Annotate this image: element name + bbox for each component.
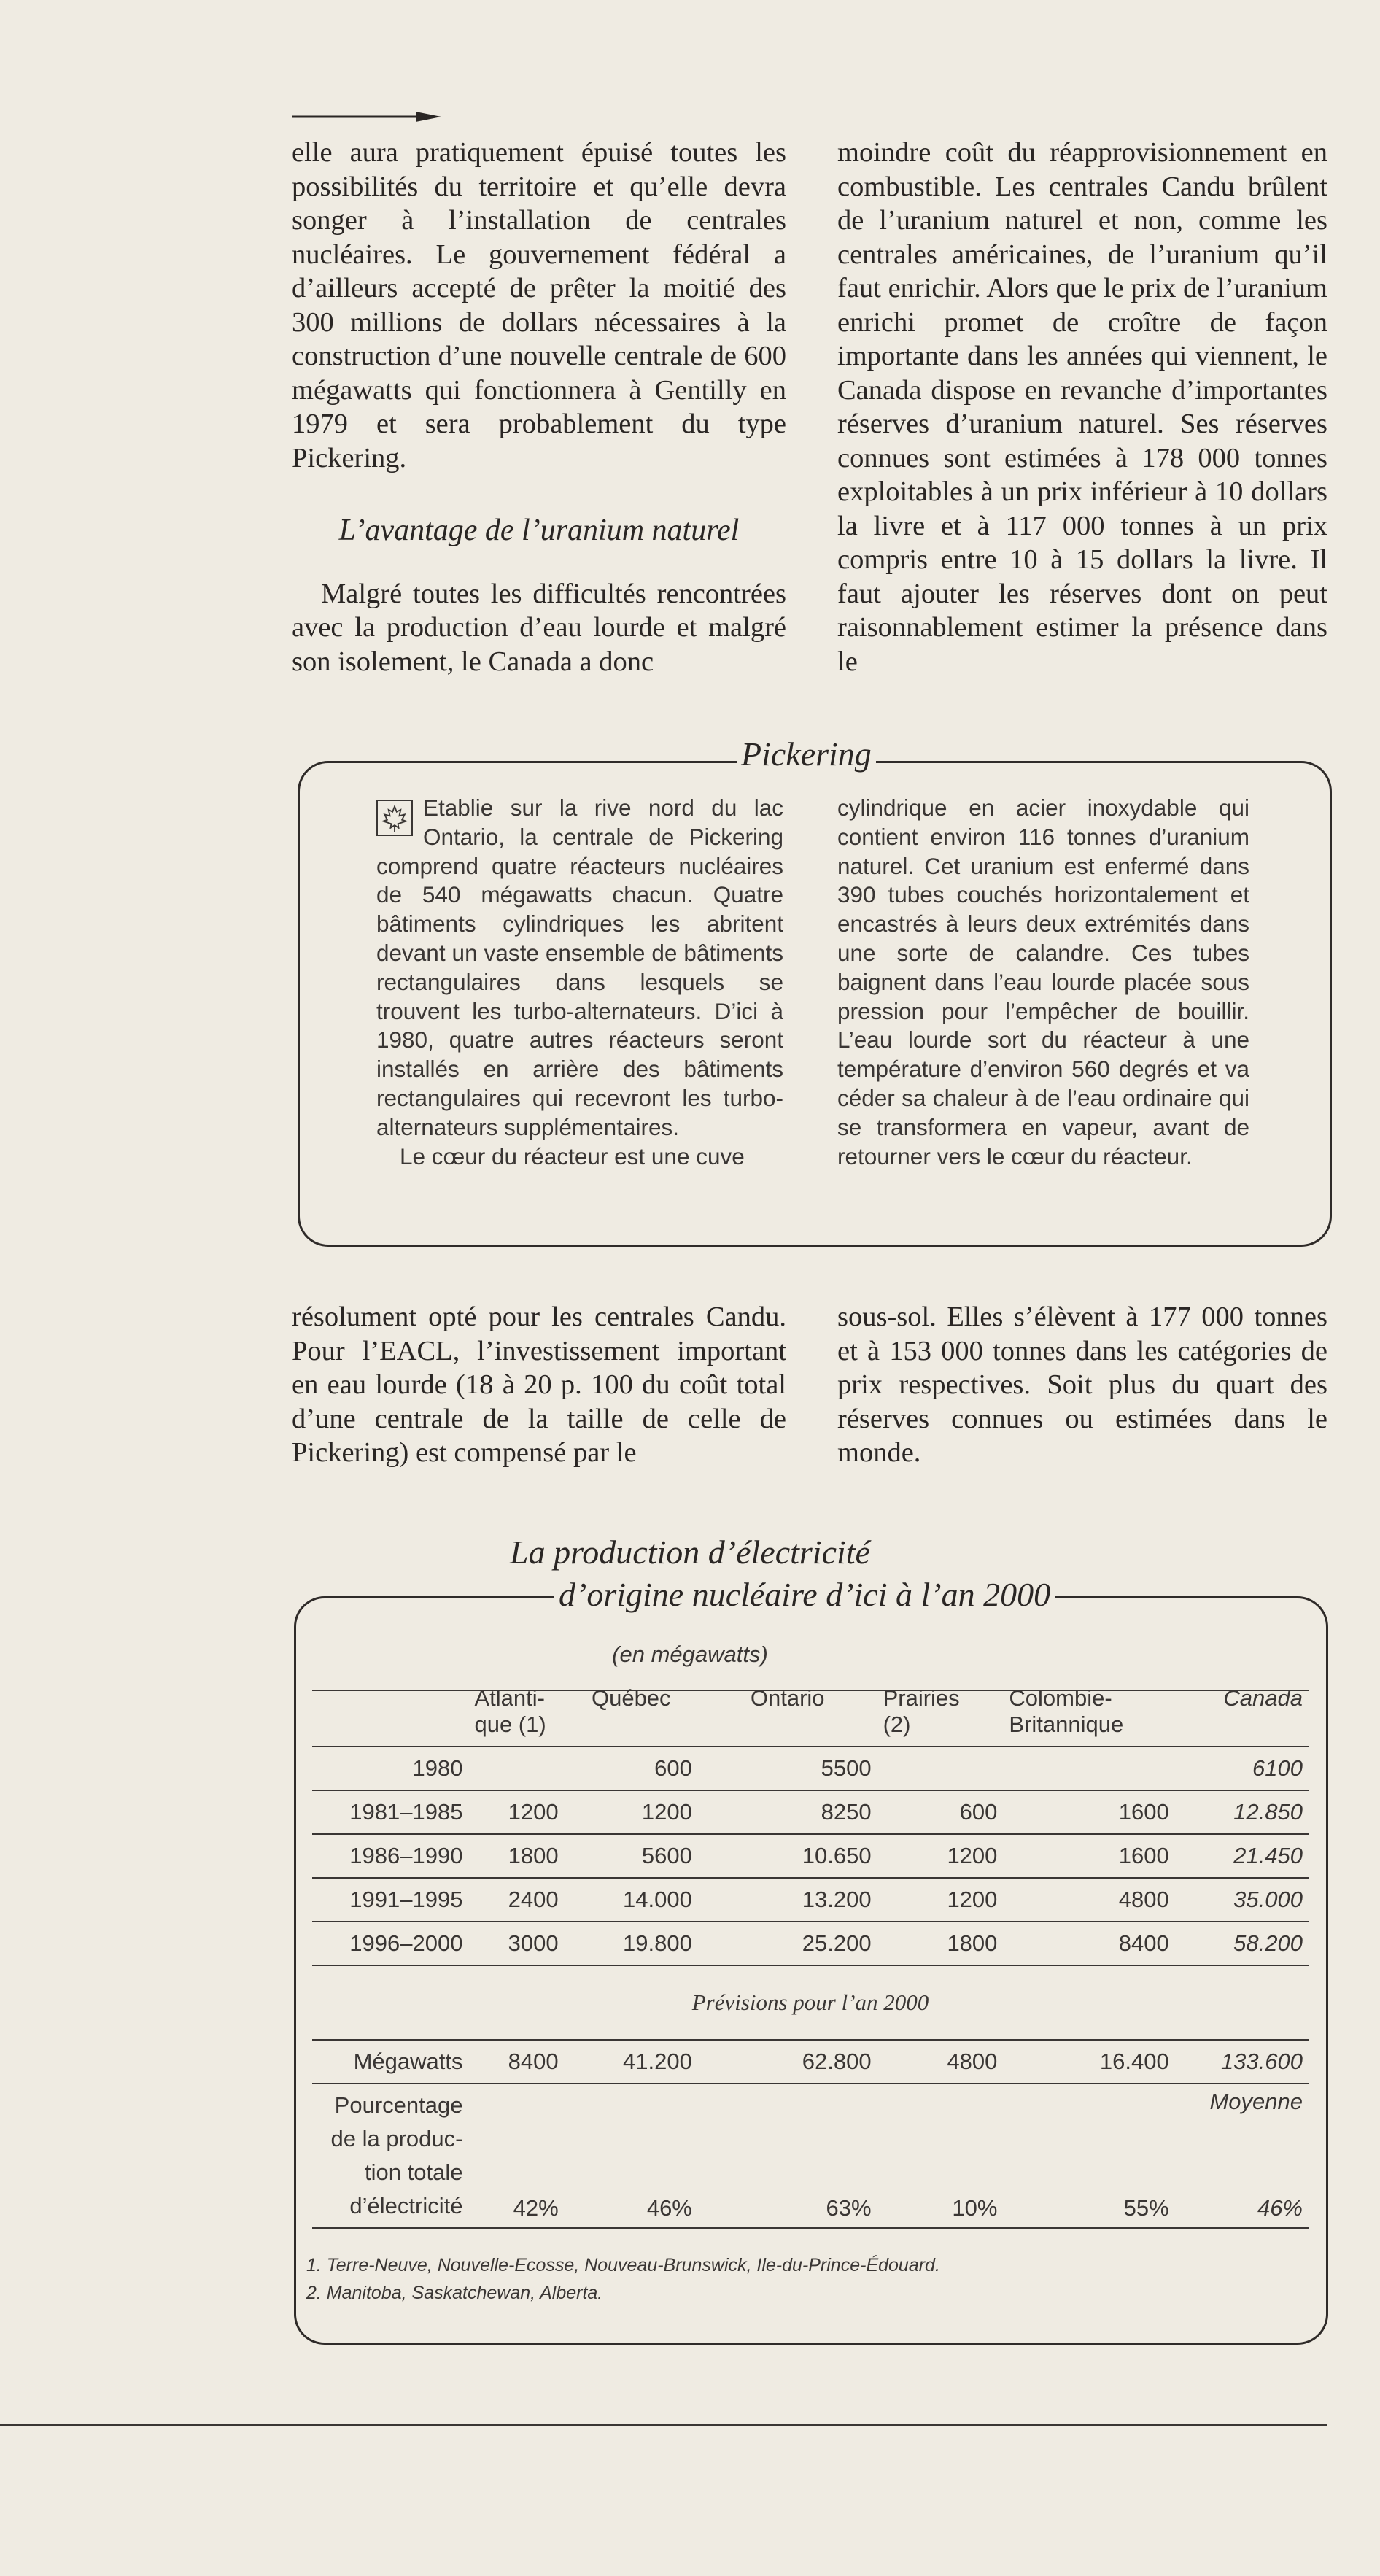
- footnote-2: 2. Manitoba, Saskatchewan, Alberta.: [306, 2283, 603, 2303]
- row-label: 1991–1995: [349, 1887, 463, 1912]
- table-cell: 10%: [952, 2195, 998, 2221]
- table-cell: [877, 1747, 1004, 1790]
- table-cell: 1600: [1118, 1843, 1169, 1868]
- table-cell: 5600: [641, 1843, 692, 1868]
- pickering-paragraph-2: Le cœur du réacteur est une cuve: [400, 1142, 745, 1169]
- table-cell: 5500: [821, 1755, 872, 1781]
- column-header: Colombie- Britannique: [1009, 1685, 1124, 1737]
- production-table: [312, 1679, 1309, 2229]
- row-label: 1996–2000: [349, 1930, 463, 1956]
- table-header-row: [312, 1679, 1309, 1747]
- section-heading: L’avantage de l’uranium naturel: [338, 514, 740, 547]
- table-cell: 10.650: [802, 1843, 872, 1868]
- row-label: 1981–1985: [349, 1799, 463, 1825]
- table-cell: 55%: [1123, 2195, 1169, 2221]
- intro-paragraph: elle aura pratiquement épuisé toutes les possibilités du territoire et qu’elle devra songer à l’installation de centrales nucléaires. Le gouvernement fédéral a d’ailleurs accepté de prêter la moitié des 300 millions de dollars nécessaires à la construction d’une nouvelle centrale de 600 mégawatts qui fonctionnera à Gentilly en 1979 et sera probablement du type Pickering.: [292, 137, 786, 473]
- table-cell: 14.000: [623, 1887, 692, 1912]
- continuation-left-paragraph: résolument opté pour les centrales Candu. Pour l’EACL, l’investissement important en eau lourde (18 à 20 p. 100 du coût total d’une centrale de la taille de celle de Pickering) est compensé par le: [292, 1301, 786, 1468]
- table-cell: [1003, 1747, 1174, 1790]
- production-title-line2: d’origine nucléaire d’ici à l’an 2000: [554, 1576, 1055, 1614]
- table-cell: 600: [654, 1755, 692, 1781]
- row-label: Mégawatts: [353, 2049, 463, 2074]
- table-cell: 41.200: [623, 2049, 692, 2074]
- table-cell: 1200: [947, 1843, 998, 1868]
- table-cell: [468, 1747, 564, 1790]
- unit-label: (en mégawatts): [612, 1641, 768, 1667]
- column-header: Canada: [1223, 1685, 1303, 1711]
- table-cell: 8400: [508, 2049, 559, 2074]
- continuation-right-column: [837, 1300, 1327, 1470]
- pickering-right-paragraph: cylindrique en acier inoxydable qui contient environ 116 tonnes d’uranium naturel. Cet uranium est enfermé dans 390 tubes couchés horizontalement et encastrés à leurs deux extrémités dans une sorte de calandre. Ces tubes baignent dans l’eau lourde placée sous pression pour l’empêcher de bouillir. L’eau lourde sort du réacteur à une température d’environ 560 degrés et va céder sa chaleur à de l’eau ordinaire qui se transformera en vapeur, avant de retourner vers le cœur du réacteur.: [837, 794, 1249, 1169]
- average-label: Moyenne: [1209, 2089, 1303, 2114]
- intro-right-column: [837, 136, 1327, 678]
- forecast-row: [312, 1965, 1309, 2040]
- table-cell: 25.200: [802, 1930, 872, 1956]
- table-cell: 62.800: [802, 2049, 872, 2074]
- intro-paragraph-2: Malgré toutes les difficultés rencontrées avec la production d’eau lourde et malgré son isolement, le Canada a donc: [292, 578, 786, 677]
- arrow-icon: [292, 108, 441, 125]
- table-cell: 1200: [508, 1799, 559, 1825]
- table-cell: 35.000: [1233, 1887, 1303, 1912]
- megawatts-row: [312, 2040, 1309, 2084]
- continuation-right-paragraph: sous-sol. Elles s’élèvent à 177 000 tonnes et à 153 000 tonnes dans les catégories de prix respectives. Soit plus du quart des réserves connues ou estimées dans le monde.: [837, 1301, 1327, 1468]
- table-cell: 46%: [646, 2195, 692, 2221]
- intro-right-paragraph: moindre coût du réapprovisionnement en combustible. Les centrales Candu brûlent de l’uranium naturel et non, comme les centrales américaines, de l’uranium qu’il faut enrichir. Alors que le prix de l’uranium enrichi promet de croître de façon importante dans les années qui viennent, le Canada dispose en revanche d’importantes réserves d’uranium naturel. Ses réserves connues sont estimées à 178 000 tonnes exploitables à un prix inférieur à 10 dollars la livre et à 117 000 tonnes à un prix compris entre 10 à 15 dollars la livre. Il faut ajouter les réserves dont on peut raisonnablement estimer la présence dans le: [837, 137, 1327, 677]
- footnote-1: 1. Terre-Neuve, Nouvelle-Ecosse, Nouveau-Brunswick, Ile-du-Prince-Édouard.: [306, 2255, 940, 2275]
- table-cell: 19.800: [623, 1930, 692, 1956]
- row-label: 1986–1990: [349, 1843, 463, 1868]
- row-label: Pourcentage de la produc- tion totale d’électricité: [330, 2092, 463, 2219]
- intro-left-column: [292, 136, 786, 678]
- table-cell: 6100: [1252, 1755, 1303, 1781]
- table-cell: 63%: [826, 2195, 872, 2221]
- continuation-left-column: [292, 1300, 786, 1470]
- table-row: [312, 1834, 1309, 1878]
- column-header: Prairies (2): [883, 1685, 960, 1737]
- production-title-line1: La production d’électricité: [510, 1533, 870, 1571]
- table-row: [312, 1878, 1309, 1922]
- table-cell: 42%: [513, 2195, 559, 2221]
- page-bottom-rule: [0, 2424, 1327, 2426]
- table-cell: 1200: [947, 1887, 998, 1912]
- table-cell: 1800: [508, 1843, 559, 1868]
- forecast-label: Prévisions pour l’an 2000: [691, 1989, 929, 2015]
- table-cell: 1600: [1118, 1799, 1169, 1825]
- column-header: Québec: [591, 1685, 671, 1711]
- table-cell: 46% Moyenne: [1209, 2089, 1303, 2221]
- column-header: [312, 1679, 468, 1747]
- table-cell: 13.200: [802, 1887, 872, 1912]
- column-header: Atlanti- que (1): [474, 1685, 546, 1737]
- table-cell: 58.200: [1233, 1930, 1303, 1956]
- maple-leaf-icon: [376, 800, 413, 836]
- pickering-paragraph: Etablie sur la rive nord du lac Ontario, la centrale de Pickering comprend quatre réacteurs nucléaires de 540 mégawatts chacun. Quatre bâtiments cylindriques les abritent devant un vaste ensemble de bâtiments rectangulaires dans lesquels se trouvent les turbo-alternateurs. D’ici à 1980, quatre autres réacteurs seront installés en arrière des bâtiments rectangulaires qui recevront les turbo-alternateurs supplémentaires.: [376, 794, 783, 1140]
- percentage-row: [312, 2084, 1309, 2228]
- table-cell: 16.400: [1099, 2049, 1169, 2074]
- pickering-left-column: [376, 794, 783, 1171]
- table-cell: 1800: [947, 1930, 998, 1956]
- table-cell: 8400: [1118, 1930, 1169, 1956]
- table-cell: 3000: [508, 1930, 559, 1956]
- table-cell: 600: [959, 1799, 998, 1825]
- row-label: 1980: [412, 1755, 463, 1781]
- table-cell: 21.450: [1233, 1843, 1303, 1868]
- table-cell: 8250: [821, 1799, 872, 1825]
- table-row: [312, 1790, 1309, 1834]
- table-cell: 12.850: [1233, 1799, 1303, 1825]
- table-cell: 2400: [508, 1887, 559, 1912]
- column-header: Ontario: [750, 1685, 825, 1711]
- table-row: [312, 1922, 1309, 1965]
- table-row: [312, 1747, 1309, 1790]
- footnotes: [306, 2251, 940, 2307]
- table-cell: 1200: [641, 1799, 692, 1825]
- table-cell: 4800: [1118, 1887, 1169, 1912]
- table-cell: 133.600: [1220, 2049, 1303, 2074]
- pickering-right-column: [837, 794, 1249, 1171]
- table-cell: 4800: [947, 2049, 998, 2074]
- pickering-title: Pickering: [737, 735, 876, 773]
